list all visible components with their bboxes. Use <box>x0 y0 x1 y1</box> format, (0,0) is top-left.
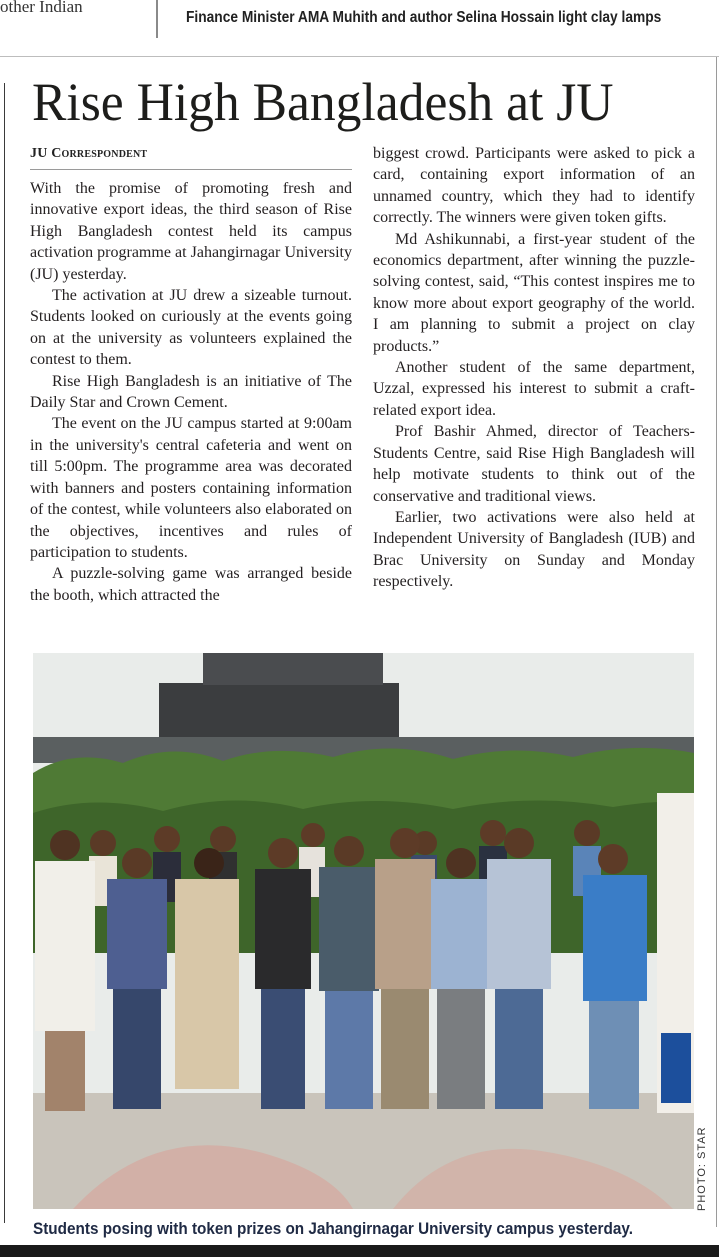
byline <box>30 146 147 162</box>
top-rule <box>0 56 719 57</box>
article-column-2 <box>373 143 695 593</box>
photo-caption: Students posing with token prizes on Jahangirnagar University campus yesterday. <box>33 1219 633 1238</box>
monument-block <box>159 683 399 743</box>
group-photo-illustration <box>33 653 694 1209</box>
paragraph: The event on the JU campus started at 9:00am in the university's central cafeteria and went on till 5:00pm. The programme area was decorated with banners and posters containing information of the contest, while volunteers also elaborated on the objectives, incentives and rules of participation to students. <box>30 415 352 561</box>
paragraph: Md Ashikunnabi, a first-year student of the economics department, after winning the puzzle-solving contest, said, “This contest inspires me to know more about export geography of the world. I am planning to submit a project on clay products.” <box>373 230 695 355</box>
paragraph: biggest crowd. Participants were asked to pick a card, containing export information of an unnamed country, which they had to identify correctly. The winners were given token gifts. <box>373 145 695 227</box>
paragraph: Earlier, two activations were also held at Independent University of Bangladesh (IUB) and Brac University on Sunday and Monday respectively. <box>373 508 695 591</box>
monument-statue <box>203 653 383 685</box>
paragraph: Rise High Bangladesh is an initiative of The Daily Star and Crown Cement. <box>30 372 352 412</box>
banner-panel <box>661 1033 691 1103</box>
adjacent-story-headline: Finance Minister AMA Muhith and author Selina Hossain light clay lamps <box>186 9 662 26</box>
paragraph: Another student of the same department, Uzzal, expressed his interest to submit a craft-related export idea. <box>373 359 695 419</box>
group-photo <box>33 653 694 1209</box>
column-divider <box>156 0 158 38</box>
article-headline: Rise High Bangladesh at JU <box>32 72 614 132</box>
byline-role: Correspondent <box>51 146 148 161</box>
paragraph: With the promise of promoting fresh and innovative export ideas, the third season of Rise High Bangladesh contest held its campus activation programme at Jahangirnagar University (JU) yesterday. <box>30 180 352 283</box>
photo-credit: PHOTO: STAR <box>696 1126 708 1211</box>
adjacent-stories-bar <box>0 0 719 40</box>
byline-rule <box>30 169 352 170</box>
paragraph: The activation at JU drew a sizeable turnout. Students looked on curiously at the events going on at the university as volunteers explained the contest to them. <box>30 287 352 369</box>
paragraph: A puzzle-solving game was arranged beside the booth, which attracted the <box>30 565 352 604</box>
byline-prefix: JU <box>30 146 48 161</box>
paragraph: Prof Bashir Ahmed, director of Teachers-Students Centre, said Rise High Bangladesh will help motivate students to think out of the conservative and traditional views. <box>373 423 695 505</box>
article-column-1 <box>30 178 352 606</box>
previous-story-fragment: other Indian <box>0 0 83 16</box>
right-frame-line <box>716 57 717 1227</box>
bottom-bar <box>0 1245 719 1257</box>
left-frame-line <box>4 83 5 1223</box>
